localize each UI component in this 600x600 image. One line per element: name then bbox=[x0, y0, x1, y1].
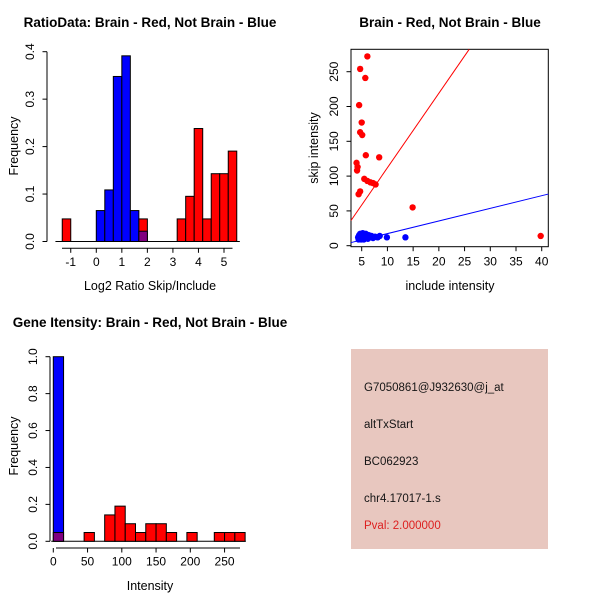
gene-info-panel bbox=[300, 300, 600, 600]
pval-text: Pval: 2.000000 bbox=[364, 520, 441, 532]
axis-tick-label: 0.6 bbox=[26, 422, 40, 439]
scatter-point bbox=[537, 233, 543, 239]
histogram-bar bbox=[187, 533, 197, 542]
event-type-text: altTxStart bbox=[364, 419, 414, 431]
locus-text: chr4.17017-1.s bbox=[364, 493, 441, 505]
axis-tick-label: 1.0 bbox=[26, 348, 40, 366]
histogram-bar bbox=[156, 524, 166, 542]
histogram-bar bbox=[105, 190, 114, 242]
histogram-bar bbox=[139, 231, 148, 241]
scatter-point bbox=[355, 191, 361, 197]
axis-tick-label: 35 bbox=[509, 254, 523, 269]
histogram-bar bbox=[228, 151, 237, 241]
axis-tick-label: 0 bbox=[92, 254, 100, 269]
intensity-scatter-title: Brain - Red, Not Brain - Blue bbox=[359, 15, 541, 30]
axis-tick-label: 1 bbox=[118, 254, 126, 269]
axis-tick-label: 200 bbox=[327, 96, 341, 117]
histogram-bar bbox=[220, 174, 229, 242]
axis-tick-label: 0.3 bbox=[23, 90, 37, 108]
accession-text: BC062923 bbox=[364, 456, 419, 468]
histogram-bar bbox=[105, 515, 115, 541]
ratio-histogram-plot bbox=[0, 0, 300, 300]
scatter-point bbox=[402, 234, 408, 240]
histogram-bar bbox=[186, 196, 195, 241]
gene-intensity-histogram-plot bbox=[0, 300, 300, 600]
intensity-scatter-ylabel: skip intensity bbox=[307, 112, 321, 184]
scatter-point bbox=[357, 66, 363, 72]
axis-tick-label: 100 bbox=[327, 166, 341, 187]
ratio-histogram-xlabel: Log2 Ratio Skip/Include bbox=[83, 279, 217, 293]
axis-tick-label: 150 bbox=[327, 131, 341, 152]
axis-tick-label: -1 bbox=[65, 254, 77, 269]
histogram-bar bbox=[211, 174, 220, 242]
axis-tick-label: 40 bbox=[535, 254, 549, 269]
axis-tick-label: 2 bbox=[144, 254, 151, 269]
histogram-bar bbox=[122, 56, 131, 242]
axis-tick-label: 50 bbox=[80, 554, 95, 569]
histogram-bar bbox=[146, 524, 156, 542]
histogram-bar bbox=[96, 211, 105, 242]
histogram-bar bbox=[53, 357, 63, 542]
scatter-point bbox=[372, 181, 378, 187]
axis-tick-label: 0 bbox=[49, 554, 57, 569]
axis-tick-label: 30 bbox=[483, 254, 497, 269]
axis-tick-label: 4 bbox=[195, 254, 202, 269]
axis-tick-label: 150 bbox=[146, 554, 167, 569]
axis-tick-label: 250 bbox=[327, 61, 341, 82]
axis-tick-label: 100 bbox=[111, 554, 132, 569]
gene-intensity-histogram-title: Gene Itensity: Brain - Red, Not Brain - Blue bbox=[12, 315, 288, 330]
axis-tick-label: 5 bbox=[220, 254, 228, 269]
scatter-point bbox=[354, 167, 360, 173]
axis-tick-label: 0 bbox=[327, 242, 341, 250]
probe-id-text: G7050861@J932630@j_at bbox=[364, 382, 504, 394]
histogram-bar bbox=[125, 524, 135, 542]
axis-tick-label: 20 bbox=[432, 254, 446, 269]
gene-info-box bbox=[351, 349, 548, 549]
plot-box bbox=[351, 49, 548, 246]
axis-tick-label: 15 bbox=[406, 254, 420, 269]
histogram-bar bbox=[166, 533, 176, 542]
axis-tick-label: 0.1 bbox=[23, 185, 37, 203]
scatter-point bbox=[363, 152, 369, 158]
axis-tick-label: 0.0 bbox=[23, 233, 37, 250]
axis-tick-label: 25 bbox=[457, 254, 472, 269]
gene-intensity-histogram-ylabel: Frequency bbox=[7, 416, 21, 476]
axis-tick-label: 0.8 bbox=[26, 385, 40, 402]
intensity-scatter-xlabel: include intensity bbox=[405, 279, 495, 293]
axis-tick-label: 3 bbox=[169, 254, 177, 269]
axis-tick-label: 200 bbox=[180, 554, 201, 569]
axis-tick-label: 50 bbox=[327, 204, 341, 218]
histogram-bar bbox=[203, 219, 212, 242]
intensity-scatter-plot bbox=[300, 0, 600, 300]
histogram-bar bbox=[225, 533, 235, 542]
ratio-histogram-ylabel: Frequency bbox=[7, 116, 21, 176]
ratio-histogram-title: RatioData: Brain - Red, Not Brain - Blue bbox=[23, 15, 277, 30]
scatter-point bbox=[376, 154, 382, 160]
axis-tick-label: 5 bbox=[358, 254, 366, 269]
histogram-bar bbox=[115, 506, 125, 541]
axis-tick-label: 0.4 bbox=[23, 43, 37, 61]
intensity-scatter-panel bbox=[300, 0, 600, 300]
histogram-bar bbox=[194, 129, 203, 242]
scatter-point bbox=[362, 75, 368, 81]
histogram-bar bbox=[214, 533, 224, 542]
gene-intensity-histogram-panel bbox=[0, 300, 300, 600]
axis-tick-label: 0.0 bbox=[26, 532, 40, 550]
axis-tick-label: 250 bbox=[214, 554, 235, 569]
gene-intensity-histogram-xlabel: Intensity bbox=[126, 579, 174, 593]
axis-tick-label: 0.2 bbox=[26, 496, 40, 513]
ratio-histogram-panel bbox=[0, 0, 300, 300]
histogram-bar bbox=[84, 533, 94, 542]
histogram-bar bbox=[53, 533, 63, 542]
scatter-point bbox=[359, 132, 365, 138]
histogram-bar bbox=[62, 219, 71, 242]
histogram-bar bbox=[177, 219, 186, 242]
regression-line bbox=[351, 49, 469, 220]
axis-tick-label: 10 bbox=[380, 254, 395, 269]
scatter-point bbox=[384, 234, 390, 240]
scatter-point bbox=[377, 233, 383, 239]
scatter-point bbox=[358, 119, 364, 125]
scatter-point bbox=[356, 102, 362, 108]
scatter-point bbox=[364, 53, 370, 59]
histogram-bar bbox=[235, 533, 245, 542]
histogram-bar bbox=[130, 211, 139, 242]
histogram-bar bbox=[136, 533, 146, 542]
axis-tick-label: 0.4 bbox=[26, 459, 40, 476]
histogram-bar bbox=[113, 76, 122, 241]
scatter-point bbox=[409, 204, 415, 210]
axis-tick-label: 0.2 bbox=[23, 138, 37, 155]
